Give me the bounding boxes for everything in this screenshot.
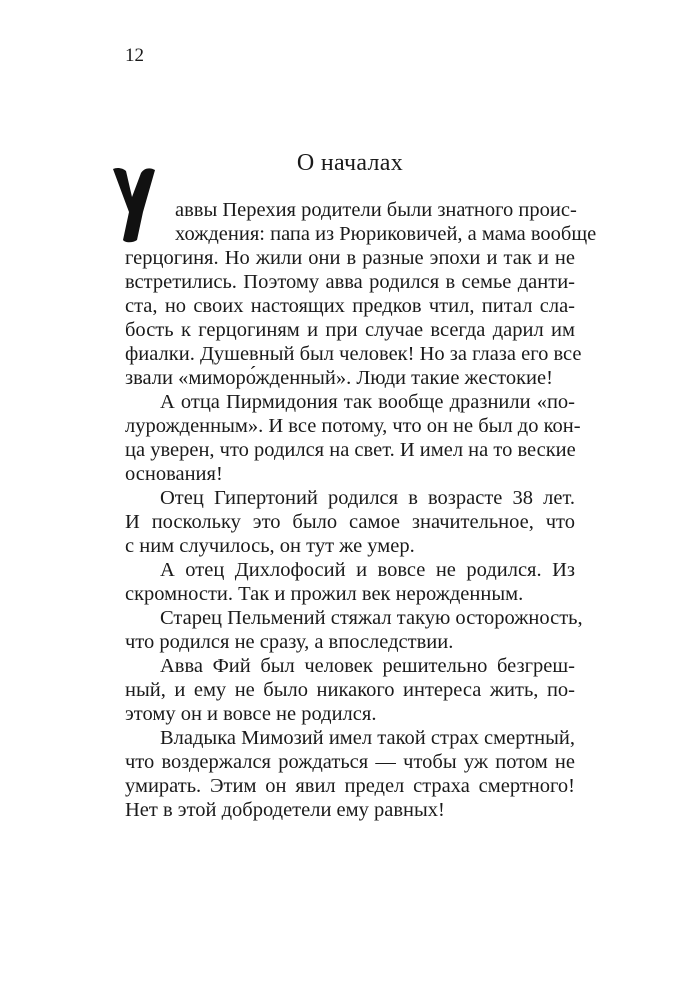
text-line: бость к герцогиням и при случае всегда дарил им	[125, 319, 575, 341]
text-line: Нет в этой добродетели ему равных!	[125, 799, 445, 821]
text-line: А отца Пирмидония так вообще дразнили «по-	[160, 391, 575, 413]
text-line: Авва Фий был человек решительно безгреш-	[160, 655, 575, 677]
text-line: ный, и ему не было никакого интереса жить, по-	[125, 679, 575, 701]
text-line: что воздержался рождаться — чтобы уж потом не	[125, 751, 575, 773]
text-line: ца уверен, что родился на свет. И имел на то веские	[125, 439, 576, 461]
text-line: фиалки. Душевный был человек! Но за глаза его все	[125, 343, 582, 365]
text-line: И поскольку это было самое значительное, что	[125, 511, 575, 533]
text-line: хождения: папа из Рюриковичей, а мама вообще	[175, 223, 597, 245]
text-line: звали «миморо́жденный». Люди такие жестокие!	[125, 367, 553, 389]
text-line: лурожденным». И все потому, что он не был до кон-	[125, 415, 581, 437]
text-line: герцогиня. Но жили они в разные эпохи и так и не	[125, 247, 575, 269]
text-line: Владыка Мимозий имел такой страх смертный,	[160, 727, 575, 749]
text-line: что родился не сразу, а впоследствии.	[125, 631, 454, 653]
text-line: этому он и вовсе не родился.	[125, 703, 377, 725]
page-number: 12	[125, 45, 144, 66]
text-line: встретились. Поэтому авва родился в семье данти-	[125, 271, 575, 293]
text-line: ста, но своих настоящих предков чтил, питал сла-	[125, 295, 575, 317]
text-line: с ним случилось, он тут же умер.	[125, 535, 415, 557]
chapter-title: О началах	[296, 150, 404, 176]
text-line: умирать. Этим он явил предел страха смертного!	[125, 775, 575, 797]
dropcap-letter-u	[111, 166, 163, 244]
text-line: скромности. Так и прожил век нерожденным.	[125, 583, 524, 605]
text-line: аввы Перехия родители были знатного проис-	[175, 199, 577, 221]
text-line: Старец Пельмений стяжал такую осторожность,	[160, 607, 583, 629]
text-line: А отец Дихлофосий и вовсе не родился. Из	[160, 559, 575, 581]
text-line: Отец Гипертоний родился в возрасте 38 лет.	[160, 487, 575, 509]
text-line: основания!	[125, 463, 223, 485]
